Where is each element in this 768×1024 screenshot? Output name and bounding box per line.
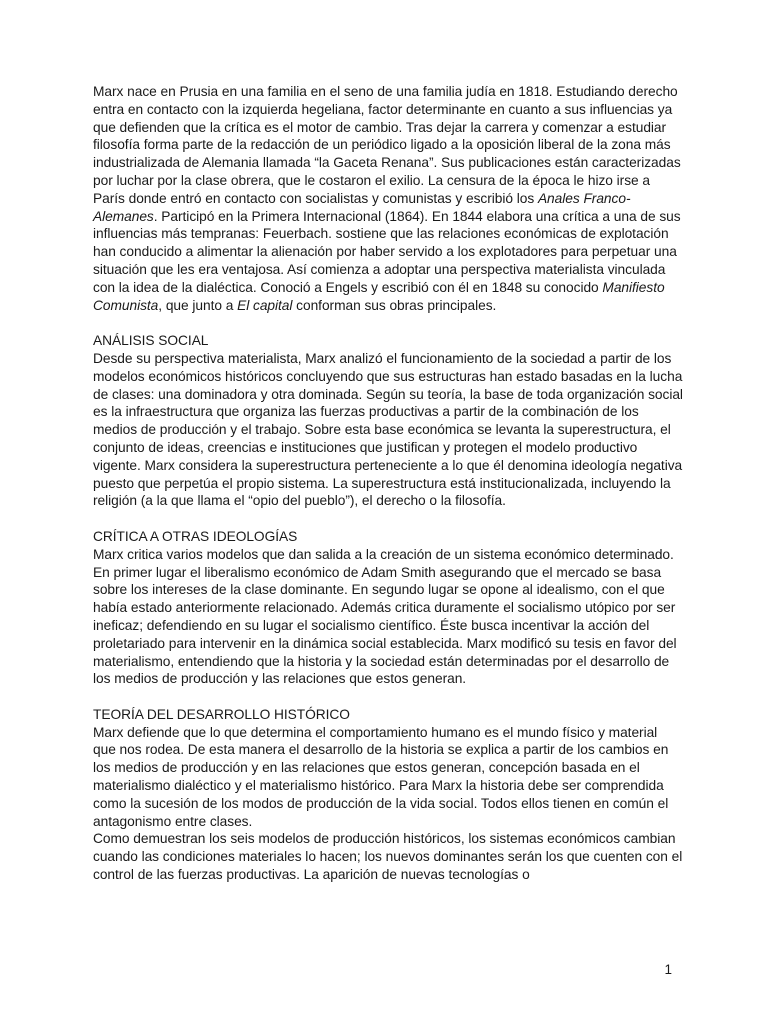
paragraph-spacer bbox=[93, 688, 683, 706]
bio-text-4: conforman sus obras principales. bbox=[292, 297, 497, 313]
section-body-teoria-desarrollo: Marx defiende que lo que determina el comportamiento humano es el mundo físico y material que nos rodea. De esta manera el desarrollo de la historia se explica a partir de los cambios en los medios de producción y en las relaciones que estos generan, concepción basada en el materialismo dialéctico y el materialismo histórico. Para Marx la historia debe ser comprendida como la sucesión de los modos de producción de la vida social. Todos ellos tienen en común el antagonismo entre clases. bbox=[93, 724, 669, 829]
section-body-analisis-social: Desde su perspectiva materialista, Marx analizó el funcionamiento de la sociedad a partir de los modelos económicos históricos concluyendo que sus estructuras han estado basadas en la lucha de clases: una dominadora y otra dominada. Según su teoría, la base de toda organización social es la infraestructura que organiza las fuerzas productivas a partir de la combinación de los medios de producción y el trabajo. Sobre esta base económica se levanta la superestructura, el conjunto de ideas, creencias e instituciones que justifican y protegen el modelo productivo vigente. Marx considera la superestructura perteneciente a lo que él denomina ideología negativa puesto que perpetúa el propio sistema. La superestructura está institucionalizada, incluyendo la religión (a la que llama el “opio del pueblo”), el derecho o la filosofía. bbox=[93, 350, 683, 509]
page-number: 1 bbox=[664, 962, 672, 977]
bio-paragraph bbox=[93, 83, 683, 314]
bio-text-3: , que junto a bbox=[158, 297, 238, 313]
paragraph-spacer bbox=[93, 510, 683, 528]
section-body-teoria-desarrollo-continued: Como demuestran los seis modelos de producción históricos, los sistemas económicos cambian cuando las condiciones materiales lo hacen; los nuevos dominantes serán los que cuenten con el control de las fuerzas productivas. La aparición de nuevas tecnologías o bbox=[93, 831, 683, 883]
paragraph-spacer bbox=[93, 314, 683, 332]
bio-text-2: . Participó en la Primera Internacional (1864). En 1844 elabora una crítica a una de sus influencias más tempranas: Feuerbach. sostiene que las relaciones económicas de explotación han conducido a alimentar la alienación por haber servido a los explotadores para perpetuar una situación que les era ventajosa. Así comienza a adoptar una perspectiva materialista vinculada con la idea de la dialéctica. Conoció a Engels y escribió con él en 1848 su conocido bbox=[93, 208, 681, 295]
bio-italic-title-2: Manifiesto Comunista bbox=[93, 279, 665, 313]
bio-text-1: Marx nace en Prusia en una familia en el seno de una familia judía en 1818. Estudiando derecho entra en contacto con la izquierda hegeliana, factor determinante en cuanto a sus influencias ya que defienden que la crítica es el motor de cambio. Tras dejar la carrera y comenzar a estudiar filosofía forma parte de la redacción de un periódico ligado a la oposición liberal de la zona más industrializada de Alemania llamada “la Gaceta Renana”. Sus publicaciones están caracterizadas por luchar por la clase obrera, que le costaron el exilio. La censura de la época le hizo irse a París donde entró en contacto con socialistas y comunistas y escribió los bbox=[93, 84, 681, 206]
section-body-critica-ideologias: Marx critica varios modelos que dan salida a la creación de un sistema económico determinado. En primer lugar el liberalismo económico de Adam Smith asegurando que el mercado se basa sobre los intereses de la clase dominante. En segundo lugar se opone al idealismo, con el que había estado anteriormente relacionado. Además critica duramente el socialismo utópico por ser ineficaz; defendiendo en su lugar el socialismo científico. Éste busca incentivar la acción del proletariado para intervenir en la dinámica social establecida. Marx modificó su tesis en favor del materialismo, entendiendo que la historia y la sociedad están determinadas por el desarrollo de los medios de producción y las relaciones que estos generan. bbox=[93, 546, 677, 687]
bio-italic-title-1: Anales Franco-Alemanes bbox=[93, 190, 631, 224]
section-heading-teoria-desarrollo: TEORÍA DEL DESARROLLO HISTÓRICO bbox=[93, 706, 350, 722]
document-body bbox=[93, 83, 683, 884]
section-heading-analisis-social: ANÁLISIS SOCIAL bbox=[93, 333, 209, 349]
section-heading-critica-ideologias: CRÍTICA A OTRAS IDEOLOGÍAS bbox=[93, 528, 298, 544]
bio-italic-title-3: El capital bbox=[237, 297, 293, 313]
